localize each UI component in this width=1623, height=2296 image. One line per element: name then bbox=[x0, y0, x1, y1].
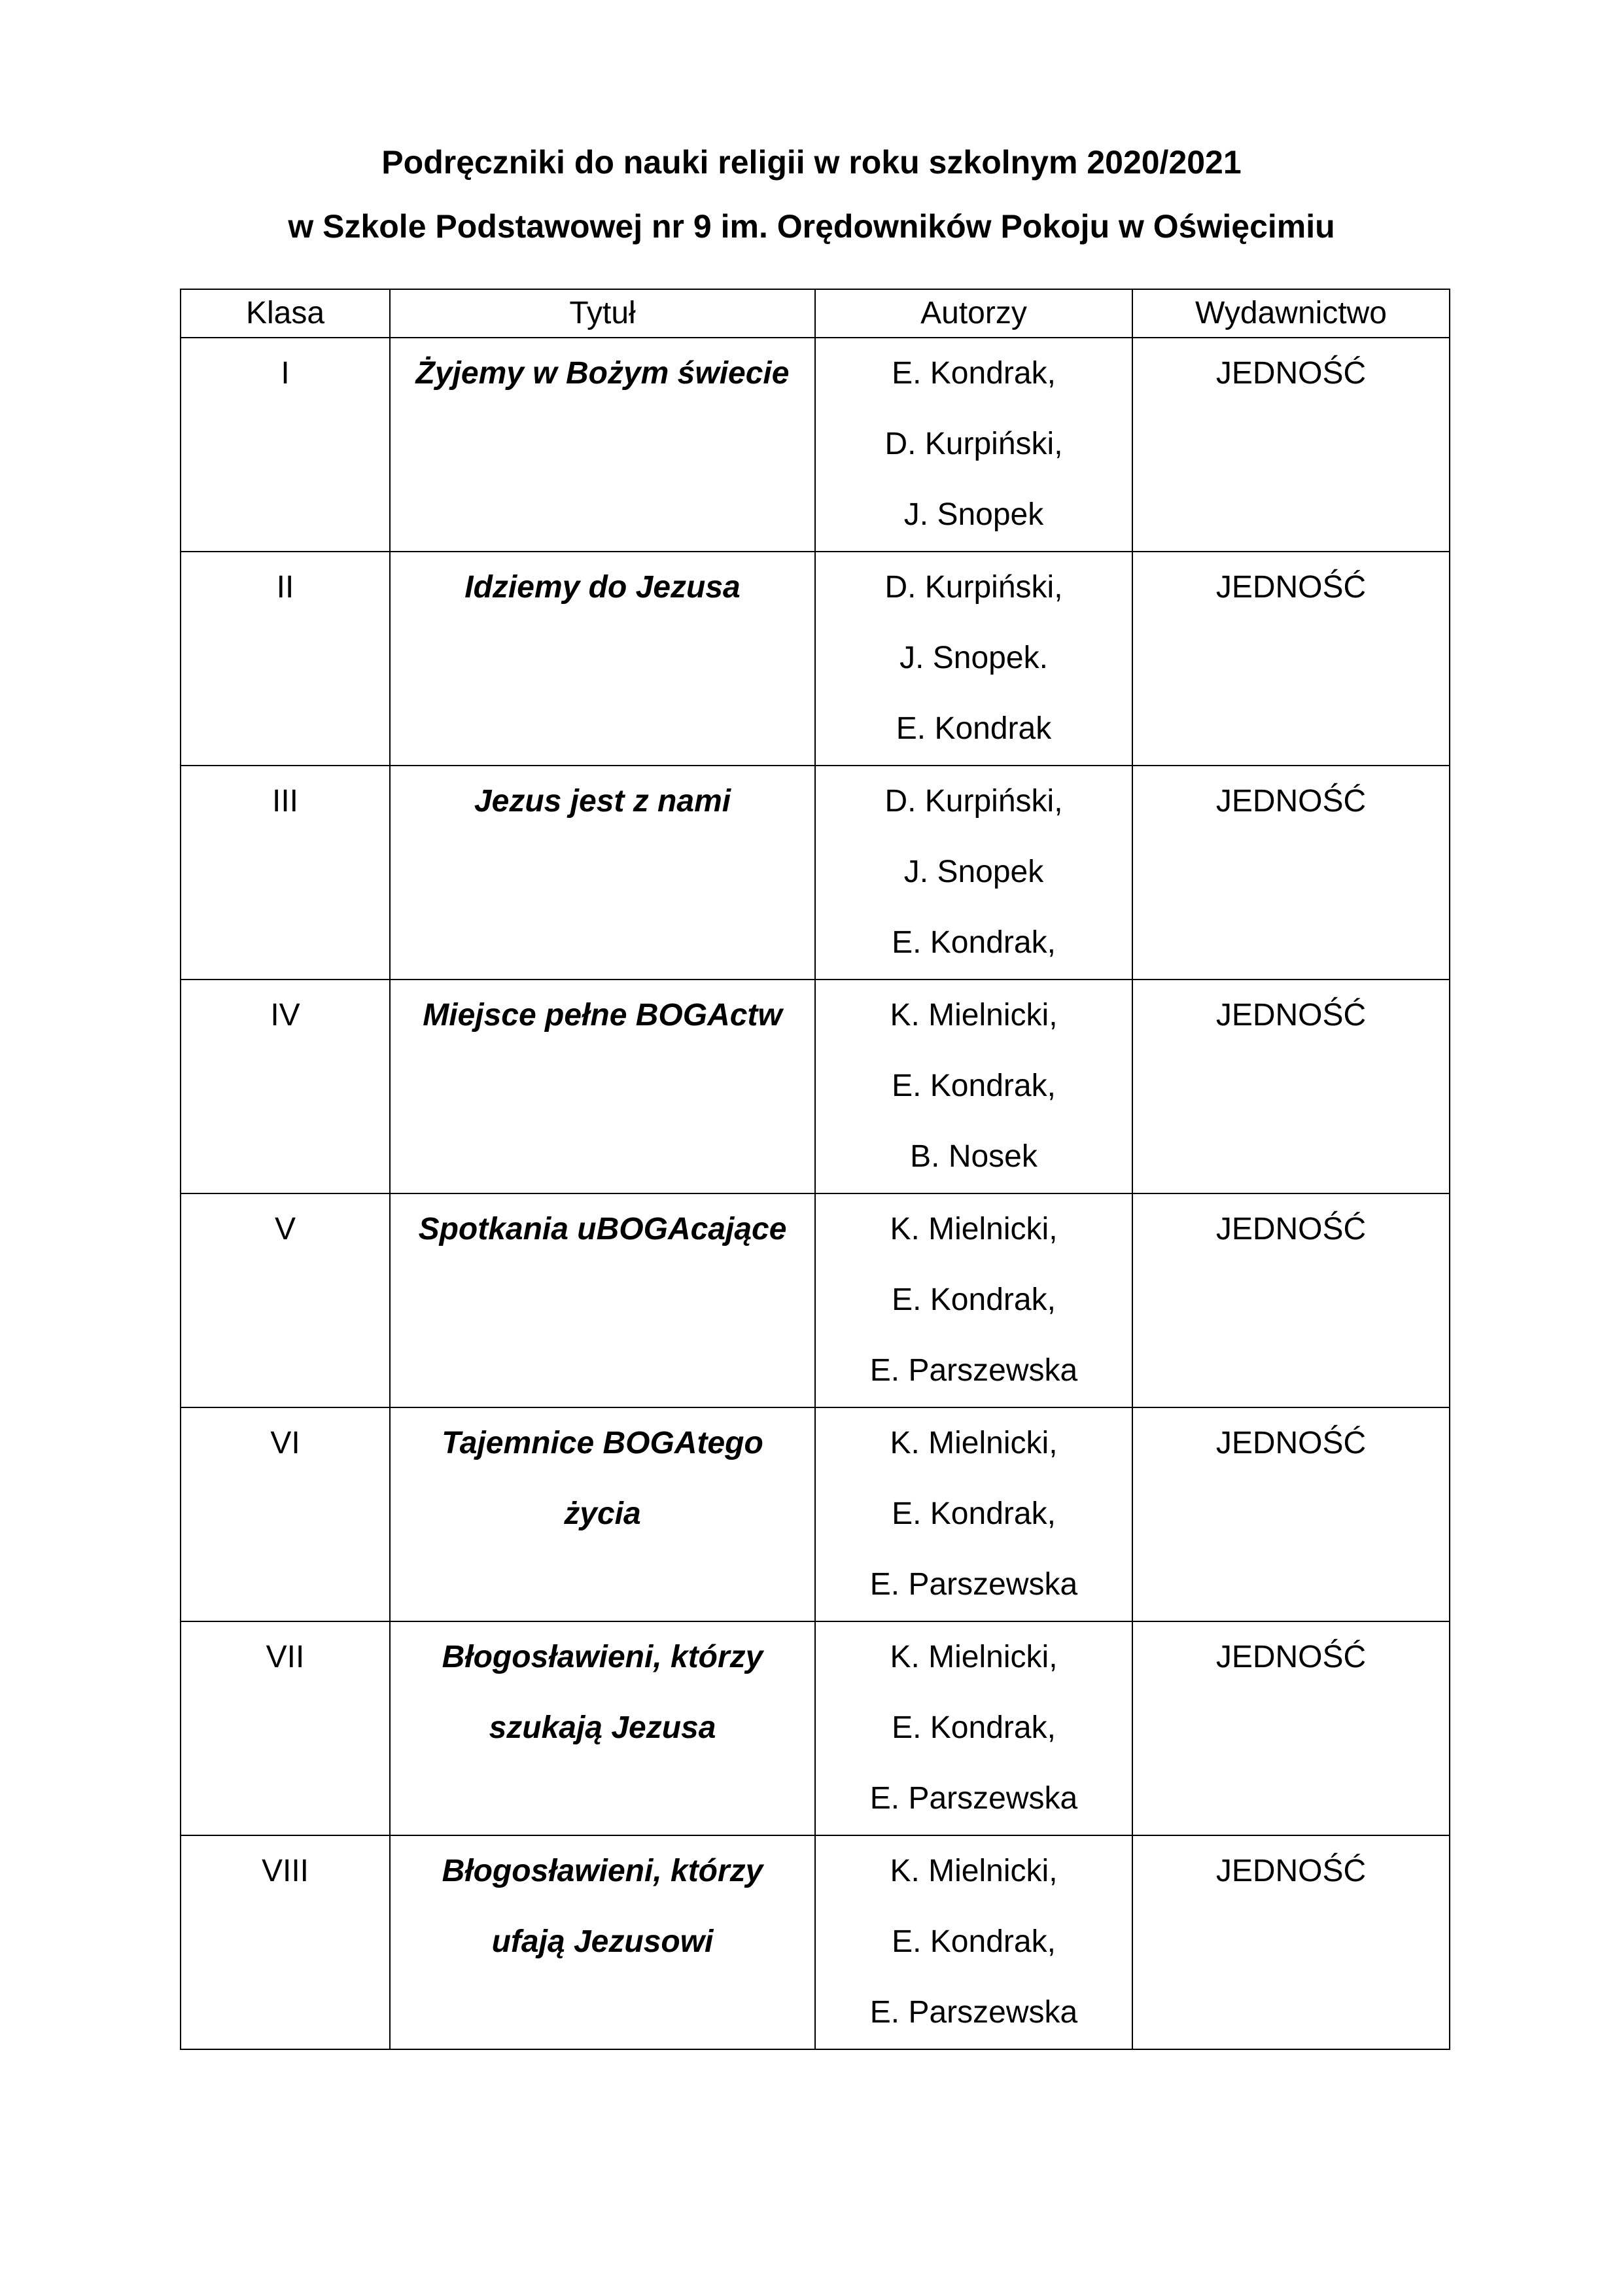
cell-klasa: VI bbox=[181, 1407, 390, 1621]
table-row bbox=[181, 1193, 1450, 1407]
table-row bbox=[181, 766, 1450, 980]
author-line: E. Parszewska bbox=[869, 1995, 1078, 2030]
cell-authors bbox=[815, 1621, 1132, 1835]
cell-klasa: II bbox=[181, 552, 390, 766]
author-line: K. Mielnicki, bbox=[890, 1854, 1058, 1888]
cell-publisher: JEDNOŚĆ bbox=[1132, 1835, 1450, 2049]
author-line: E. Kondrak, bbox=[892, 356, 1056, 391]
textbooks-table bbox=[180, 289, 1450, 2050]
cell-authors bbox=[815, 1835, 1132, 2049]
title-line: Żyjemy w Bożym świecie bbox=[415, 356, 790, 391]
author-line: E. Kondrak, bbox=[892, 1496, 1056, 1531]
cell-publisher: JEDNOŚĆ bbox=[1132, 980, 1450, 1193]
author-line: E. Kondrak, bbox=[892, 1069, 1056, 1103]
cell-publisher: JEDNOŚĆ bbox=[1132, 552, 1450, 766]
cell-klasa: VII bbox=[181, 1621, 390, 1835]
cell-authors bbox=[815, 552, 1132, 766]
cell-authors bbox=[815, 1193, 1132, 1407]
cell-title bbox=[390, 1407, 815, 1621]
title-line: Spotkania uBOGAcające bbox=[418, 1212, 787, 1246]
author-line: E. Parszewska bbox=[869, 1353, 1078, 1388]
cell-authors bbox=[815, 766, 1132, 980]
title-line: Błogosławieni, którzy bbox=[442, 1854, 763, 1888]
title-line: Tajemnice BOGAtego bbox=[442, 1426, 763, 1460]
cell-klasa: III bbox=[181, 766, 390, 980]
author-line: D. Kurpiński, bbox=[884, 427, 1063, 461]
table-header-row bbox=[181, 289, 1450, 338]
title-line: Błogosławieni, którzy bbox=[442, 1640, 763, 1674]
author-line: E. Kondrak, bbox=[892, 1710, 1056, 1745]
cell-publisher: JEDNOŚĆ bbox=[1132, 1407, 1450, 1621]
document-title-line-1: Podręczniki do nauki religii w roku szkolnym 2020/2021 bbox=[381, 144, 1242, 181]
cell-title bbox=[390, 552, 815, 766]
document-title-line-2: w Szkole Podstawowej nr 9 im. Orędowników Pokoju w Oświęcimiu bbox=[288, 208, 1335, 245]
cell-klasa: VIII bbox=[181, 1835, 390, 2049]
cell-title bbox=[390, 338, 815, 552]
table-row bbox=[181, 1621, 1450, 1835]
cell-title bbox=[390, 1621, 815, 1835]
column-header-wydawnictwo: Wydawnictwo bbox=[1132, 289, 1450, 338]
title-line: szukają Jezusa bbox=[489, 1710, 716, 1745]
title-line: życia bbox=[564, 1496, 641, 1531]
author-line: E. Kondrak, bbox=[892, 1282, 1056, 1317]
title-line: Idziemy do Jezusa bbox=[464, 570, 741, 605]
cell-publisher: JEDNOŚĆ bbox=[1132, 338, 1450, 552]
author-line: J. Snopek bbox=[903, 497, 1044, 532]
cell-title bbox=[390, 1835, 815, 2049]
cell-title bbox=[390, 766, 815, 980]
author-line: J. Snopek. bbox=[899, 641, 1048, 675]
table-row bbox=[181, 1835, 1450, 2049]
cell-title bbox=[390, 980, 815, 1193]
author-line: B. Nosek bbox=[910, 1139, 1038, 1174]
table-row bbox=[181, 1407, 1450, 1621]
column-header-tytul: Tytuł bbox=[390, 289, 815, 338]
title-line: Jezus jest z nami bbox=[474, 784, 731, 819]
title-line: Miejsce pełne BOGActw bbox=[423, 998, 782, 1033]
cell-publisher: JEDNOŚĆ bbox=[1132, 1193, 1450, 1407]
cell-publisher: JEDNOŚĆ bbox=[1132, 766, 1450, 980]
author-line: E. Parszewska bbox=[869, 1781, 1078, 1816]
author-line: D. Kurpiński, bbox=[884, 784, 1063, 819]
author-line: E. Parszewska bbox=[869, 1567, 1078, 1602]
table-row bbox=[181, 552, 1450, 766]
cell-authors bbox=[815, 1407, 1132, 1621]
column-header-autorzy: Autorzy bbox=[815, 289, 1132, 338]
column-header-klasa: Klasa bbox=[181, 289, 390, 338]
table-row bbox=[181, 338, 1450, 552]
cell-authors bbox=[815, 338, 1132, 552]
cell-title bbox=[390, 1193, 815, 1407]
author-line: E. Kondrak bbox=[896, 711, 1052, 746]
author-line: E. Kondrak, bbox=[892, 1924, 1056, 1959]
table-row bbox=[181, 980, 1450, 1193]
author-line: K. Mielnicki, bbox=[890, 1640, 1058, 1674]
cell-klasa: V bbox=[181, 1193, 390, 1407]
author-line: K. Mielnicki, bbox=[890, 998, 1058, 1033]
author-line: K. Mielnicki, bbox=[890, 1212, 1058, 1246]
author-line: E. Kondrak, bbox=[892, 925, 1056, 960]
author-line: J. Snopek bbox=[903, 855, 1044, 889]
author-line: K. Mielnicki, bbox=[890, 1426, 1058, 1460]
cell-klasa: IV bbox=[181, 980, 390, 1193]
title-line: ufają Jezusowi bbox=[491, 1924, 714, 1959]
cell-publisher: JEDNOŚĆ bbox=[1132, 1621, 1450, 1835]
author-line: D. Kurpiński, bbox=[884, 570, 1063, 605]
cell-klasa: I bbox=[181, 338, 390, 552]
cell-authors bbox=[815, 980, 1132, 1193]
